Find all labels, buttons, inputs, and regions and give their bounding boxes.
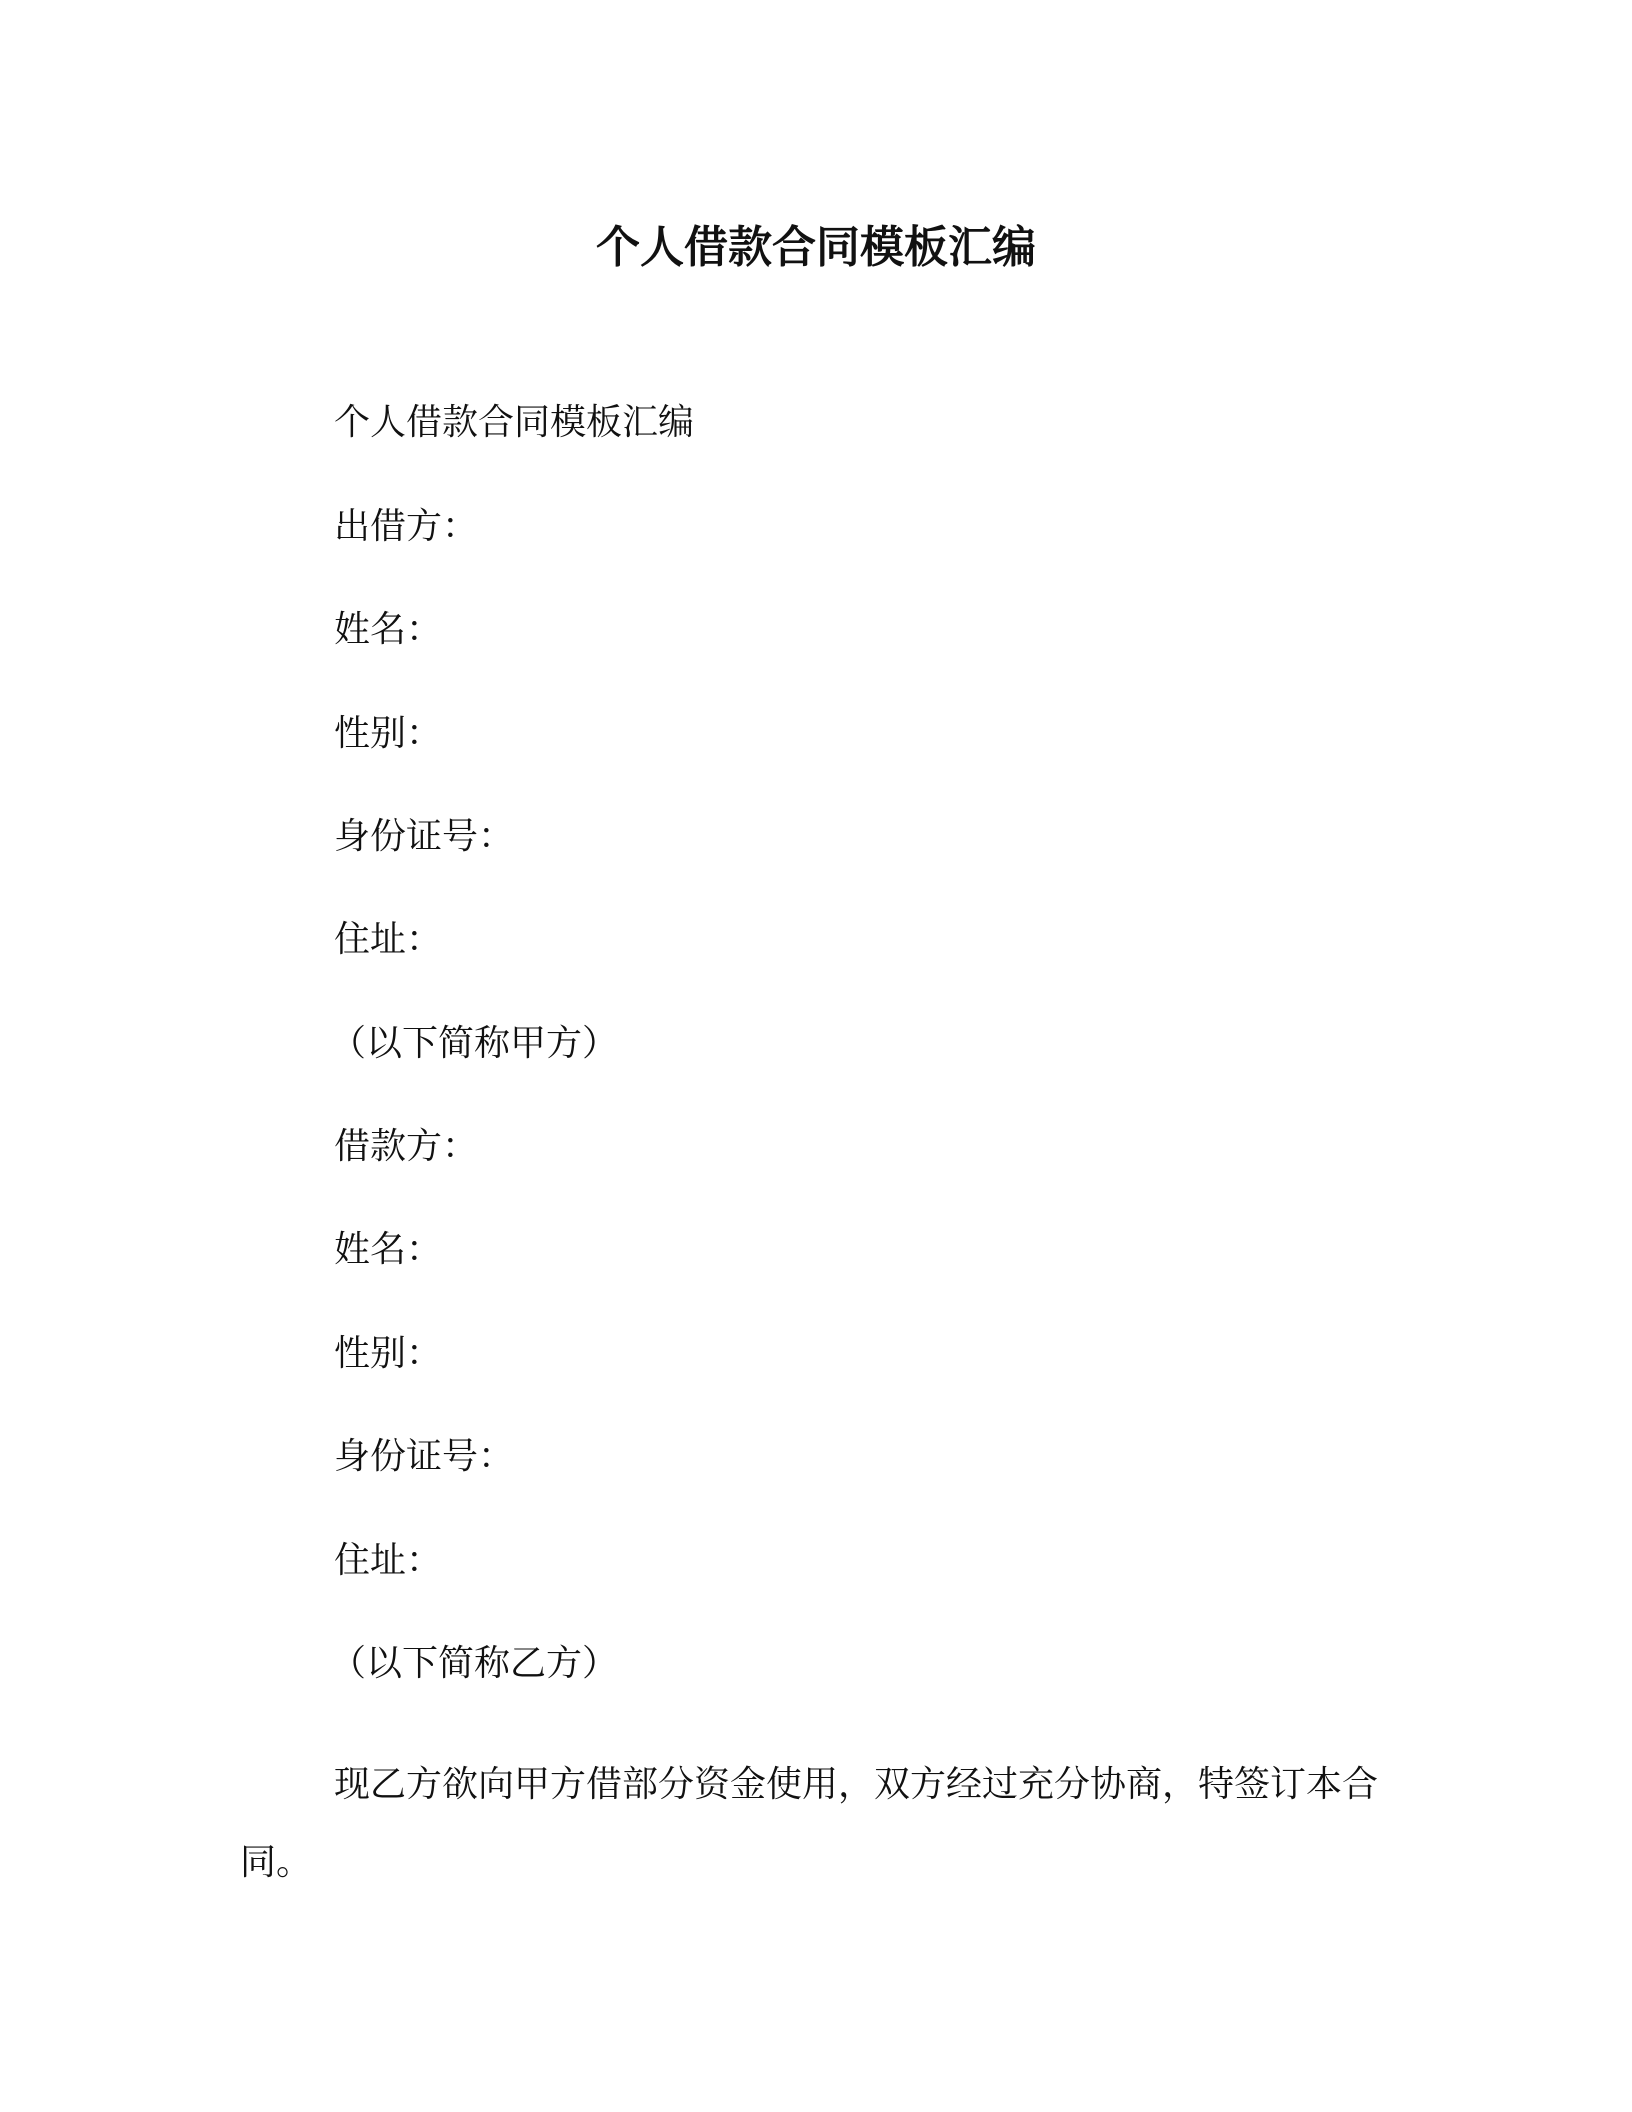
- borrower-id-label: 身份证号：: [334, 1436, 515, 1477]
- lender-gender-label: 性别：: [334, 713, 443, 754]
- subtitle-line: 个人借款合同模板汇编: [334, 402, 695, 443]
- party-b-note: （以下简称乙方）: [330, 1643, 619, 1684]
- lender-heading: 出借方：: [334, 506, 479, 547]
- borrower-heading: 借款方：: [334, 1126, 479, 1167]
- lender-id-label: 身份证号：: [334, 816, 515, 857]
- borrower-address-label: 住址：: [334, 1540, 443, 1581]
- borrower-gender-label: 性别：: [334, 1333, 443, 1374]
- lender-name-label: 姓名：: [334, 609, 443, 650]
- lender-address-label: 住址：: [334, 919, 443, 960]
- party-a-note: （以下简称甲方）: [330, 1023, 619, 1064]
- agreement-paragraph: 现乙方欲向甲方借部分资金使用，双方经过充分协商，特签订本合同。: [240, 1764, 1379, 1883]
- document-title: 个人借款合同模板汇编: [596, 222, 1036, 273]
- borrower-name-label: 姓名：: [334, 1229, 443, 1270]
